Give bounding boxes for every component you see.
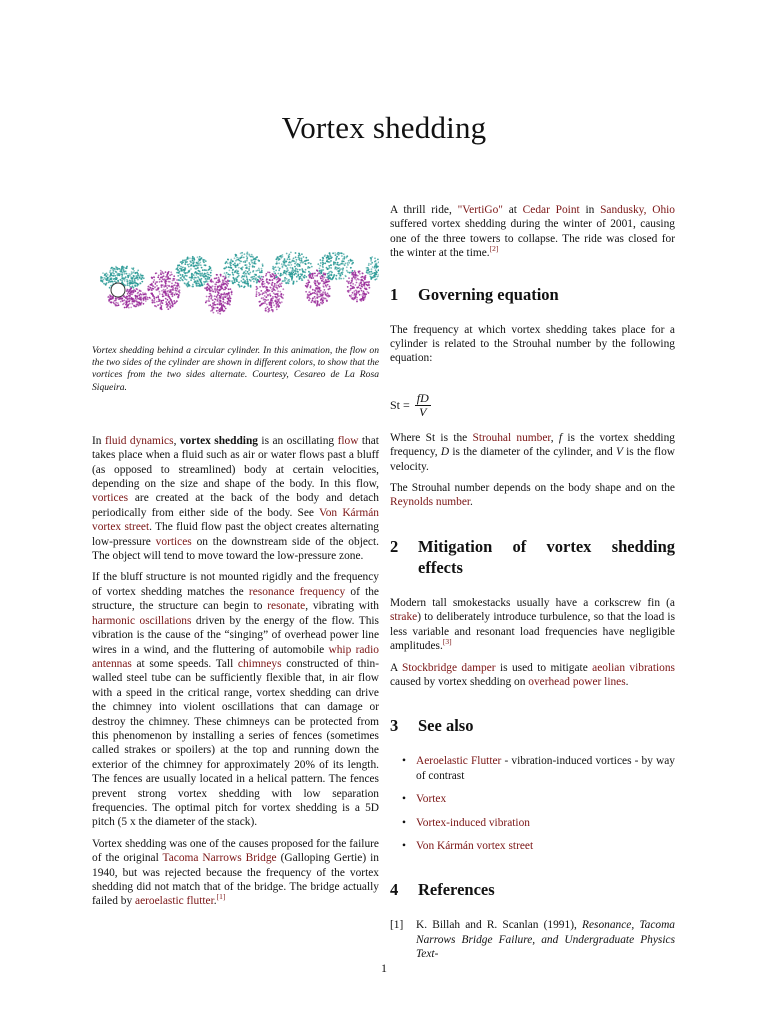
right-column <box>390 203 675 962</box>
citation-3[interactable]: [3] <box>442 637 452 647</box>
link-see-also-vortex[interactable]: Vortex <box>416 793 447 806</box>
link-overhead-power-lines[interactable]: overhead power lines <box>528 675 626 688</box>
reference-item <box>390 918 675 961</box>
list-item <box>402 816 675 830</box>
citation-1[interactable]: [1] <box>216 892 226 902</box>
governing-paragraph-3: The Strouhal number depends on the body shape and on the Reynolds number. <box>390 482 675 509</box>
intro-paragraph-2: If the bluff structure is not mounted rigidly and the frequency of vortex shedding matches the resonance frequency of the structure, the structure can begin to resonate, vibrating with harmonic oscillations driven by the energy of the flow. This vibration is the cause of the “singing” of overhead power line wires in a wind, and the fluttering of automobile whip radio antennas at some speeds. Tall chimneys constructed of thin-walled steel tube can be sufficiently flexible that, in air flow with a speed in the critical range, vortex shedding can drive the chimney into violent oscillations that can damage or destroy the chimney. These chimneys can be protected from this phenomenon by installing a series of fences (sometimes called strakes or spoilers) at the top and running down the exterior of the chimney for approximately 20% of its length. The fences are usually located in a helical pattern. The fences prevent strong vortex shedding with low separation frequencies. The optimal pitch for vortex shedding is a 5D pitch (5 x the diameter of the stack). <box>92 571 380 829</box>
page-title: Vortex shedding <box>281 110 487 145</box>
link-resonance-frequency[interactable]: resonance frequency <box>248 585 346 598</box>
link-von-karman-vortex-street[interactable]: Von Kármán vortex street <box>92 506 380 534</box>
figure-caption: Vortex shedding behind a circular cylinder. In this animation, the flow on the two sides of the cylinder are shown in different colors, to show that the vortices from the two sides alternate. Courtesy, Cesareo de La Rosa Siqueira. <box>92 345 379 393</box>
reference-number: [1] <box>390 919 404 932</box>
page-number: 1 <box>381 961 387 975</box>
vertigo-paragraph: A thrill ride, "VertiGo" at Cedar Point in Sandusky, Ohio suffered vortex shedding during the winter of 2001, causing one of the three towers to collapse. The ride was closed for the winter at the time.[2] <box>390 204 676 260</box>
link-aeroelastic-flutter[interactable]: aeroelastic flutter <box>135 895 214 908</box>
list-item <box>402 839 675 853</box>
link-stockbridge-damper[interactable]: Stockbridge damper <box>401 661 496 674</box>
intro-paragraph-1: In fluid dynamics, vortex shedding is an oscillating flow that takes place when a fluid such as air or water flows past a bluff (as opposed to streamlined) body at certain velocities, depending on the size and shape of the body. In this flow, vortices are created at the back of the body and detach periodically from either side of the body. See Von Kármán vortex street. The fluid flow past the object creates alternating low-pressure vortices on the downstream side of the object. The object will tend to move toward the low-pressure zone. <box>92 434 380 563</box>
section-heading-mitigation: 2 Mitigation of vortex shedding effects <box>390 536 675 577</box>
vortex-figure <box>92 228 379 340</box>
link-strouhal-number[interactable]: Strouhal number <box>472 431 551 444</box>
link-whip-radio-antennas[interactable]: whip radio antennas <box>92 643 379 670</box>
mitigation-paragraph-2: A Stockbridge damper is used to mitigate aeolian vibrations caused by vortex shedding on overhead power lines. <box>390 661 675 688</box>
section-heading-references: 4 References <box>390 880 495 900</box>
link-chimneys[interactable]: chimneys <box>237 657 282 670</box>
vortex-shedding-image <box>92 228 379 340</box>
list-item: • Aeroelastic Flutter - vibration-induced vortices - by way of contrast <box>402 754 675 783</box>
link-see-also-von-karman-vortex-street[interactable]: Von Kármán vortex street <box>416 839 534 852</box>
citation-2[interactable]: [2] <box>489 244 499 254</box>
section-heading-governing-equation: 1 Governing equation <box>390 284 559 304</box>
strouhal-equation <box>390 392 675 419</box>
list-item <box>402 792 675 806</box>
equation-fraction <box>415 392 431 419</box>
intro-paragraph-3: Vortex shedding was one of the causes proposed for the failure of the original Tacoma Narrows Bridge (Galloping Gertie) in 1940, but was rejected because the frequency of the vortex shedding did not match that of the bridge. The bridge actually failed by aeroelastic flutter.[1] <box>92 837 379 908</box>
left-column <box>92 228 379 916</box>
governing-paragraph-2: Where St is the Strouhal number, f is the vortex shedding frequency, D is the diameter of the cylinder, and V is the flow velocity. <box>390 431 676 473</box>
link-vortices-2[interactable]: vortices <box>155 535 192 548</box>
term-vortex-shedding: vortex shedding <box>179 434 258 447</box>
link-see-also-aeroelastic-flutter[interactable]: Aeroelastic Flutter <box>416 755 502 768</box>
link-reynolds-number[interactable]: Reynolds number <box>390 496 471 509</box>
equation-numerator: fD <box>416 390 429 405</box>
reference-text: K. Billah and R. Scanlan (1991), Resonance, Tacoma Narrows Bridge Failure, and Undergraduate Physics Text- <box>416 919 675 961</box>
link-fluid-dynamics[interactable]: fluid dynamics <box>104 434 174 447</box>
link-aeolian-vibrations[interactable]: aeolian vibrations <box>592 661 675 674</box>
link-harmonic-oscillations[interactable]: harmonic oscillations <box>92 614 192 627</box>
link-tacoma-narrows-bridge[interactable]: Tacoma Narrows Bridge <box>162 852 277 865</box>
mitigation-paragraph-1: Modern tall smokestacks usually have a corkscrew fin (a strake) to deliberately introduce turbulence, so that the load is less variable and resonant load frequencies have negligible amplitudes.[3] <box>390 596 675 653</box>
equation-lhs: St = <box>390 398 410 413</box>
link-flow[interactable]: flow <box>337 434 359 447</box>
link-resonate[interactable]: resonate <box>267 600 306 613</box>
link-cedar-point[interactable]: Cedar Point <box>522 204 580 216</box>
equation-denominator: V <box>419 404 427 419</box>
section-heading-see-also: 3 See also <box>390 716 474 736</box>
link-see-also-vortex-induced-vibration[interactable]: Vortex-induced vibration <box>416 816 530 829</box>
governing-paragraph-1: The frequency at which vortex shedding takes place for a cylinder is related to the Strouhal number by the following equation: <box>390 323 675 365</box>
link-strake[interactable]: strake <box>390 611 418 624</box>
link-sandusky-ohio[interactable]: Sandusky, Ohio <box>600 204 676 216</box>
link-vortices[interactable]: vortices <box>92 492 129 505</box>
see-also-list <box>390 754 675 853</box>
link-vertigo[interactable]: "VertiGo" <box>457 204 503 216</box>
